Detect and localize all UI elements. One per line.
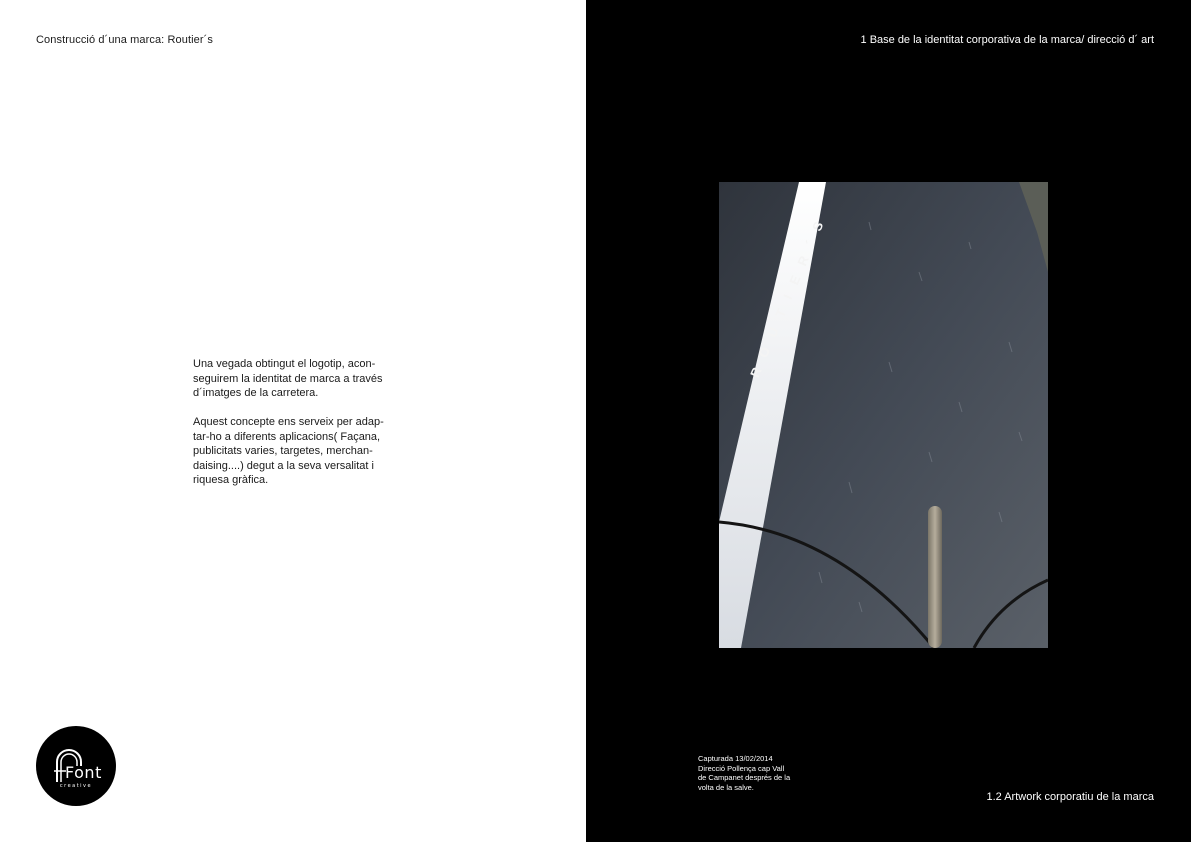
text-line: Aquest concepte ens serveix per adap- xyxy=(193,416,384,428)
right-page xyxy=(586,0,1191,842)
brand-wordmark: ROUTIER´S xyxy=(747,208,831,380)
text-line: d´imatges de la carretera. xyxy=(193,387,319,399)
caption-line: Capturada 13/02/2014 xyxy=(698,754,773,763)
caption-line: volta de la salve. xyxy=(698,782,754,792)
photo-caption xyxy=(698,754,790,792)
body-copy xyxy=(193,357,408,488)
page-header-left: Construcció d´una marca: Routier´s xyxy=(36,34,214,46)
page-header-right: 1 Base de la identitat corporativa de la marca/ direcció d´ art xyxy=(860,34,1154,46)
text-line: daising....) degut a la seva versalitat i xyxy=(193,459,374,472)
text-line: publicitats varies, targetes, merchan- xyxy=(193,445,373,457)
road-photo xyxy=(719,182,1048,648)
font-creative-logo xyxy=(36,726,116,806)
left-page xyxy=(0,0,586,842)
text-line: tar-ho a diferents aplicacions( Façana, xyxy=(193,430,381,443)
page-footer-right: 1.2 Artwork corporatiu de la marca xyxy=(986,791,1154,803)
caption-line: Direcció Pollença cap Vall xyxy=(698,763,785,773)
text-line: seguirem la identitat de marca a través xyxy=(193,372,383,385)
road-photo-icon xyxy=(719,182,1048,648)
text-line: riquesa gràfica. xyxy=(193,474,269,486)
logo-word: Font xyxy=(65,763,102,782)
paragraph-1 xyxy=(193,357,408,401)
logo-subtitle: creative xyxy=(59,783,93,789)
paragraph-2 xyxy=(193,415,408,488)
caption-line: de Campanet després de la xyxy=(698,773,791,782)
text-line: Una vegada obtingut el logotip, acon- xyxy=(193,358,376,370)
